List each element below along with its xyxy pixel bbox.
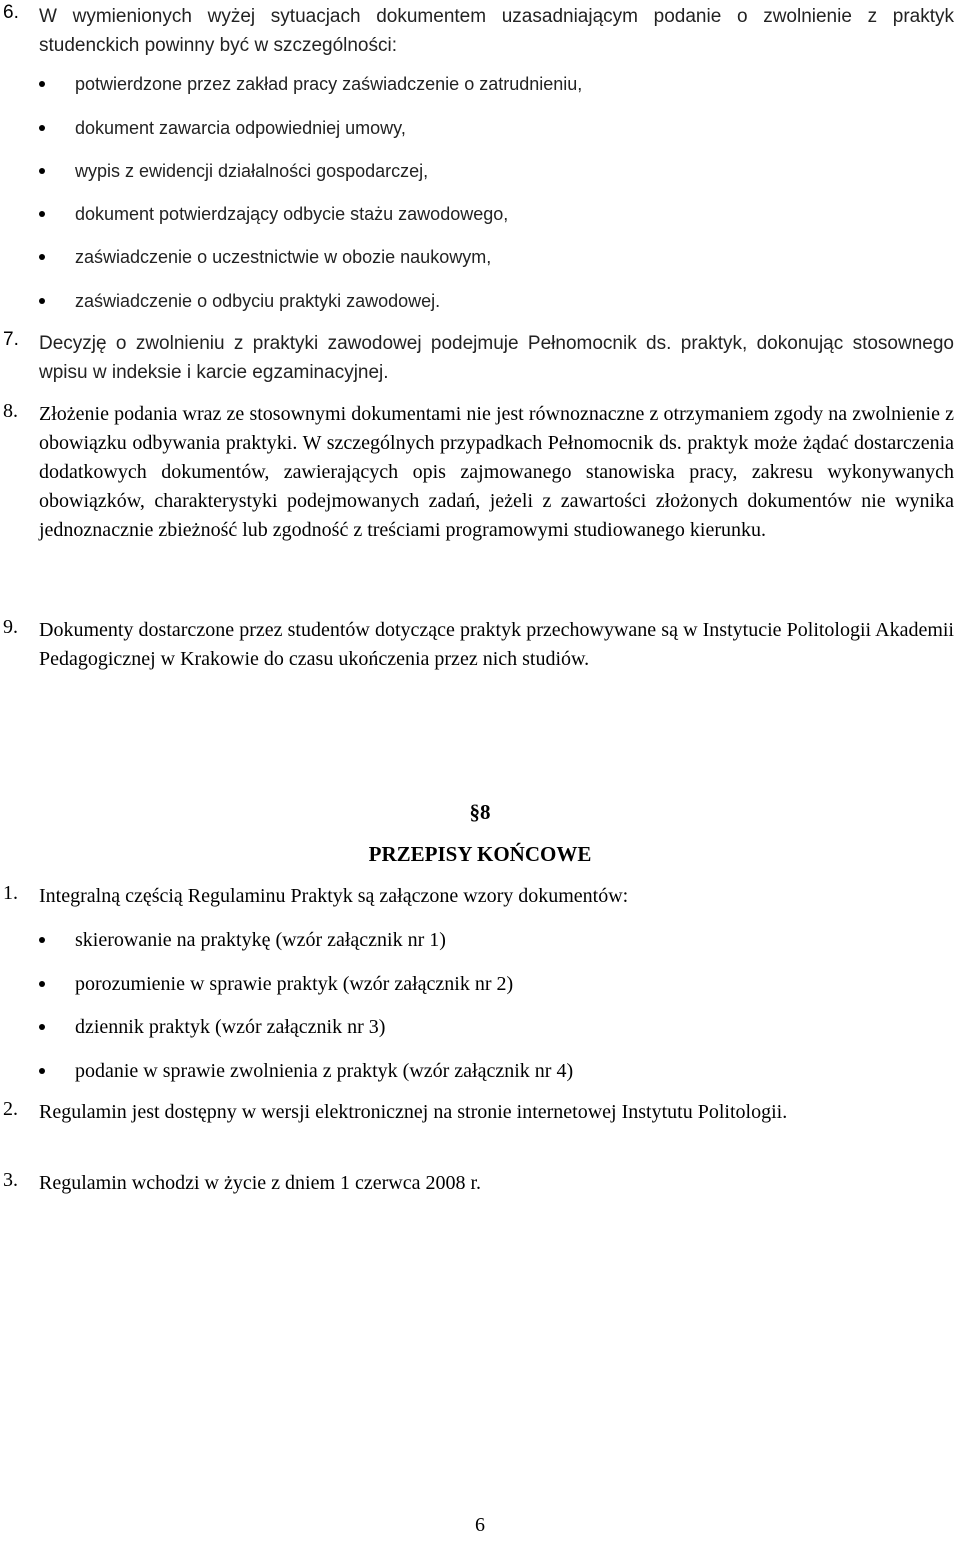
paragraph-text: Decyzję o zwolnieniu z praktyki zawodowej podejmuje Pełnomocnik ds. praktyk, dokonując stosownego wpisu w indeksie i karcie egzaminacyjnej. <box>39 333 954 383</box>
paragraph-number: 7. <box>3 329 19 350</box>
paragraph-number: 2. <box>3 1098 18 1120</box>
paragraph-text: Integralną częścią Regulaminu Praktyk są załączone wzory dokumentów: <box>39 885 629 907</box>
paragraph-text: Dokumenty dostarczone przez studentów dotyczące praktyk przechowywane są w Instytucie Politologii Akademii Pedagogicznej w Krakowie do czasu ukończenia przez nich studiów. <box>39 619 954 670</box>
list-item-text: zaświadczenie o odbyciu praktyki zawodowej. <box>75 291 441 311</box>
paragraph-number: 3. <box>3 1169 18 1191</box>
bullet-icon <box>39 937 45 943</box>
bullet-icon <box>39 168 45 174</box>
bullet-icon <box>39 981 45 987</box>
list-item <box>0 113 960 143</box>
list-item-text: podanie w sprawie zwolnienia z praktyk (wzór załącznik nr 4) <box>75 1060 574 1082</box>
list-item-text: dziennik praktyk (wzór załącznik nr 3) <box>75 1016 386 1038</box>
list-item <box>0 1056 960 1086</box>
section-title: PRZEPISY KOŃCOWE <box>368 842 592 866</box>
bullet-icon <box>39 125 45 131</box>
list-item <box>0 925 960 955</box>
list-item <box>0 969 960 999</box>
paragraph-text: Regulamin jest dostępny w wersji elektronicznej na stronie internetowej Instytutu Politologii. <box>39 1101 788 1123</box>
list-item-text: dokument potwierdzający odbycie stażu zawodowego, <box>75 204 509 224</box>
list-item-text: zaświadczenie o uczestnictwie w obozie naukowym, <box>75 247 492 267</box>
paragraph-text: Regulamin wchodzi w życie z dniem 1 czerwca 2008 r. <box>39 1172 482 1194</box>
list-item-text: potwierdzone przez zakład pracy zaświadczenie o zatrudnieniu, <box>75 74 583 94</box>
list-item <box>0 1012 960 1042</box>
paragraph-number: 6. <box>3 2 19 23</box>
list-item <box>0 242 960 272</box>
list-item <box>0 69 960 99</box>
paragraph-text: W wymienionych wyżej sytuacjach dokumentem uzasadniającym podanie o zwolnienie z praktyk studenckich powinny być w szczególności: <box>39 6 954 56</box>
paragraph-text: Złożenie podania wraz ze stosownymi dokumentami nie jest równoznaczne z otrzymaniem zgody na zwolnienie z obowiązku odbywania praktyki. W szczególnych przypadkach Pełnomocnik ds. praktyk może żądać dostarczenia dodatkowych dokumentów, zawierających opis zajmowanego stanowiska pracy, zakresu wykonywanych obowiązków, charakterystyki podejmowanych zadań, jeżeli z zawartości złożonych dokumentów nie wynika jednoznacznie zbieżność lub zgodność z treściami programowymi studiowanego kierunku. <box>39 403 954 541</box>
bullet-icon <box>39 81 45 87</box>
paragraph-number: 1. <box>3 882 18 904</box>
bullet-icon <box>39 1068 45 1074</box>
section-mark: §8 <box>469 800 491 824</box>
bullet-icon <box>39 1024 45 1030</box>
list-item-text: wypis z ewidencji działalności gospodarczej, <box>75 161 429 181</box>
list-item <box>0 156 960 186</box>
bullet-icon <box>39 298 45 304</box>
bullet-icon <box>39 254 45 260</box>
page-number: 6 <box>475 1514 485 1536</box>
bullet-icon <box>39 211 45 217</box>
list-item-text: skierowanie na praktykę (wzór załącznik nr 1) <box>75 929 446 951</box>
list-item-text: porozumienie w sprawie praktyk (wzór załącznik nr 2) <box>75 973 514 995</box>
paragraph-number: 9. <box>3 616 18 638</box>
list-item <box>0 286 960 316</box>
list-item <box>0 199 960 229</box>
paragraph-number: 8. <box>3 400 18 422</box>
list-item-text: dokument zawarcia odpowiedniej umowy, <box>75 118 406 138</box>
